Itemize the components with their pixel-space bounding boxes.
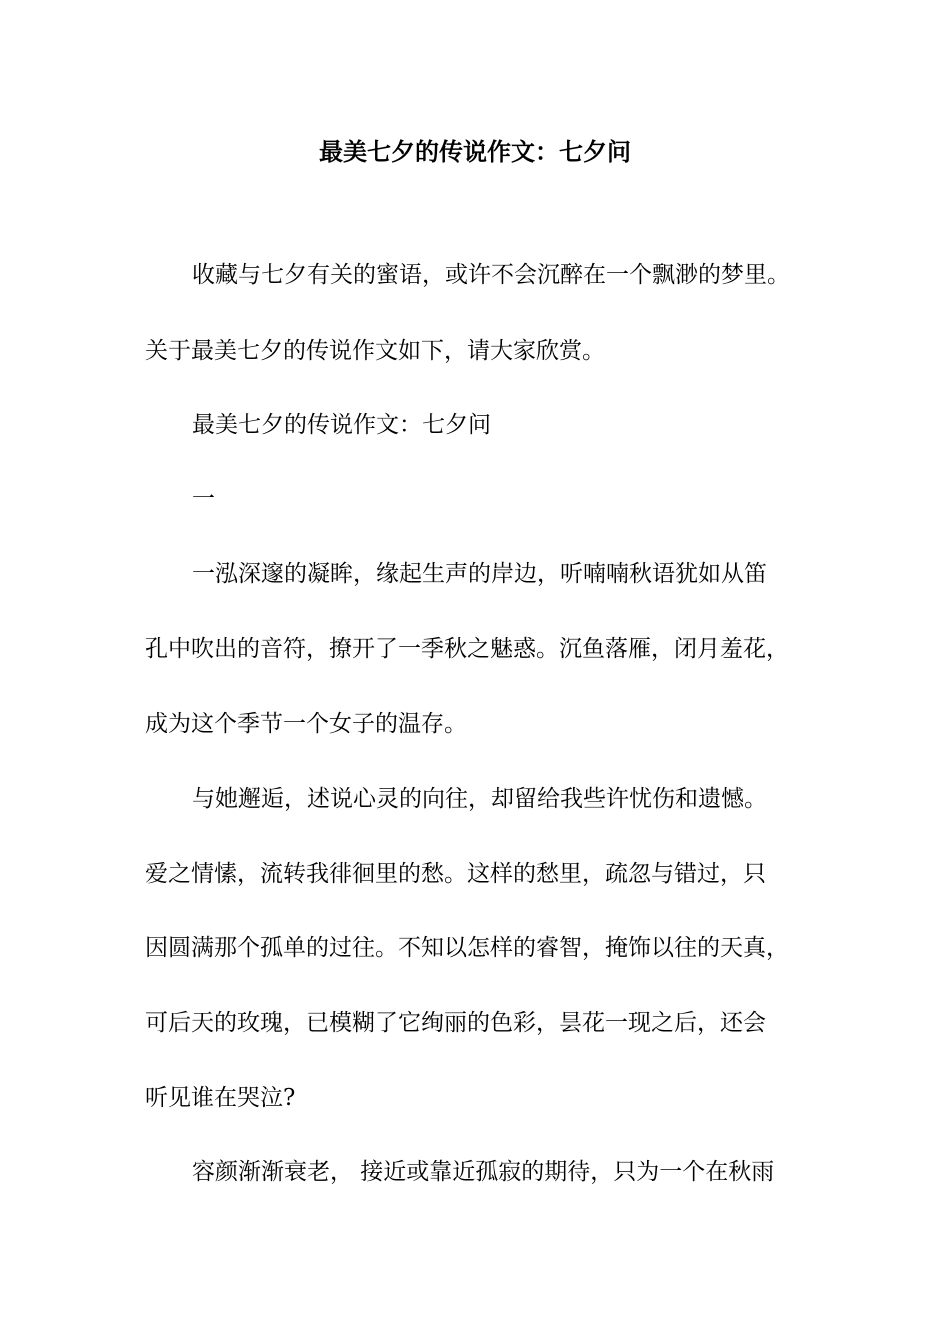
- section-number: 一: [192, 486, 215, 512]
- paragraph-line-5: 成为这个季节一个女子的温存。: [145, 711, 467, 737]
- paragraph-line-6: 与她邂逅，述说心灵的向往，却留给我些许忧伤和遗憾。: [192, 786, 767, 812]
- paragraph-line-2: 关于最美七夕的传说作文如下，请大家欣赏。: [145, 338, 605, 364]
- paragraph-line-11: 容颜渐渐衰老， 接近或靠近孤寂的期待，只为一个在秋雨: [192, 1159, 775, 1185]
- document-title: 最美七夕的传说作文：七夕问: [319, 137, 631, 166]
- paragraph-line-8: 因圆满那个孤单的过往。不知以怎样的睿智，掩饰以往的天真，: [145, 935, 789, 961]
- paragraph-line-1: 收藏与七夕有关的蜜语，或许不会沉醉在一个飘渺的梦里。: [192, 262, 790, 288]
- subtitle-line: 最美七夕的传说作文：七夕问: [192, 412, 491, 438]
- paragraph-line-10: 听见谁在哭泣?: [145, 1085, 296, 1111]
- paragraph-line-4: 孔中吹出的音符，撩开了一季秋之魅惑。沉鱼落雁，闭月羞花，: [145, 636, 789, 662]
- paragraph-line-9: 可后天的玫瑰，已模糊了它绚丽的色彩，昙花一现之后，还会: [145, 1010, 766, 1036]
- paragraph-line-3: 一泓深邃的凝眸，缘起生声的岸边，听喃喃秋语犹如从笛: [192, 561, 767, 587]
- paragraph-line-7: 爱之情愫，流转我徘徊里的愁。这样的愁里，疏忽与错过，只: [145, 861, 766, 887]
